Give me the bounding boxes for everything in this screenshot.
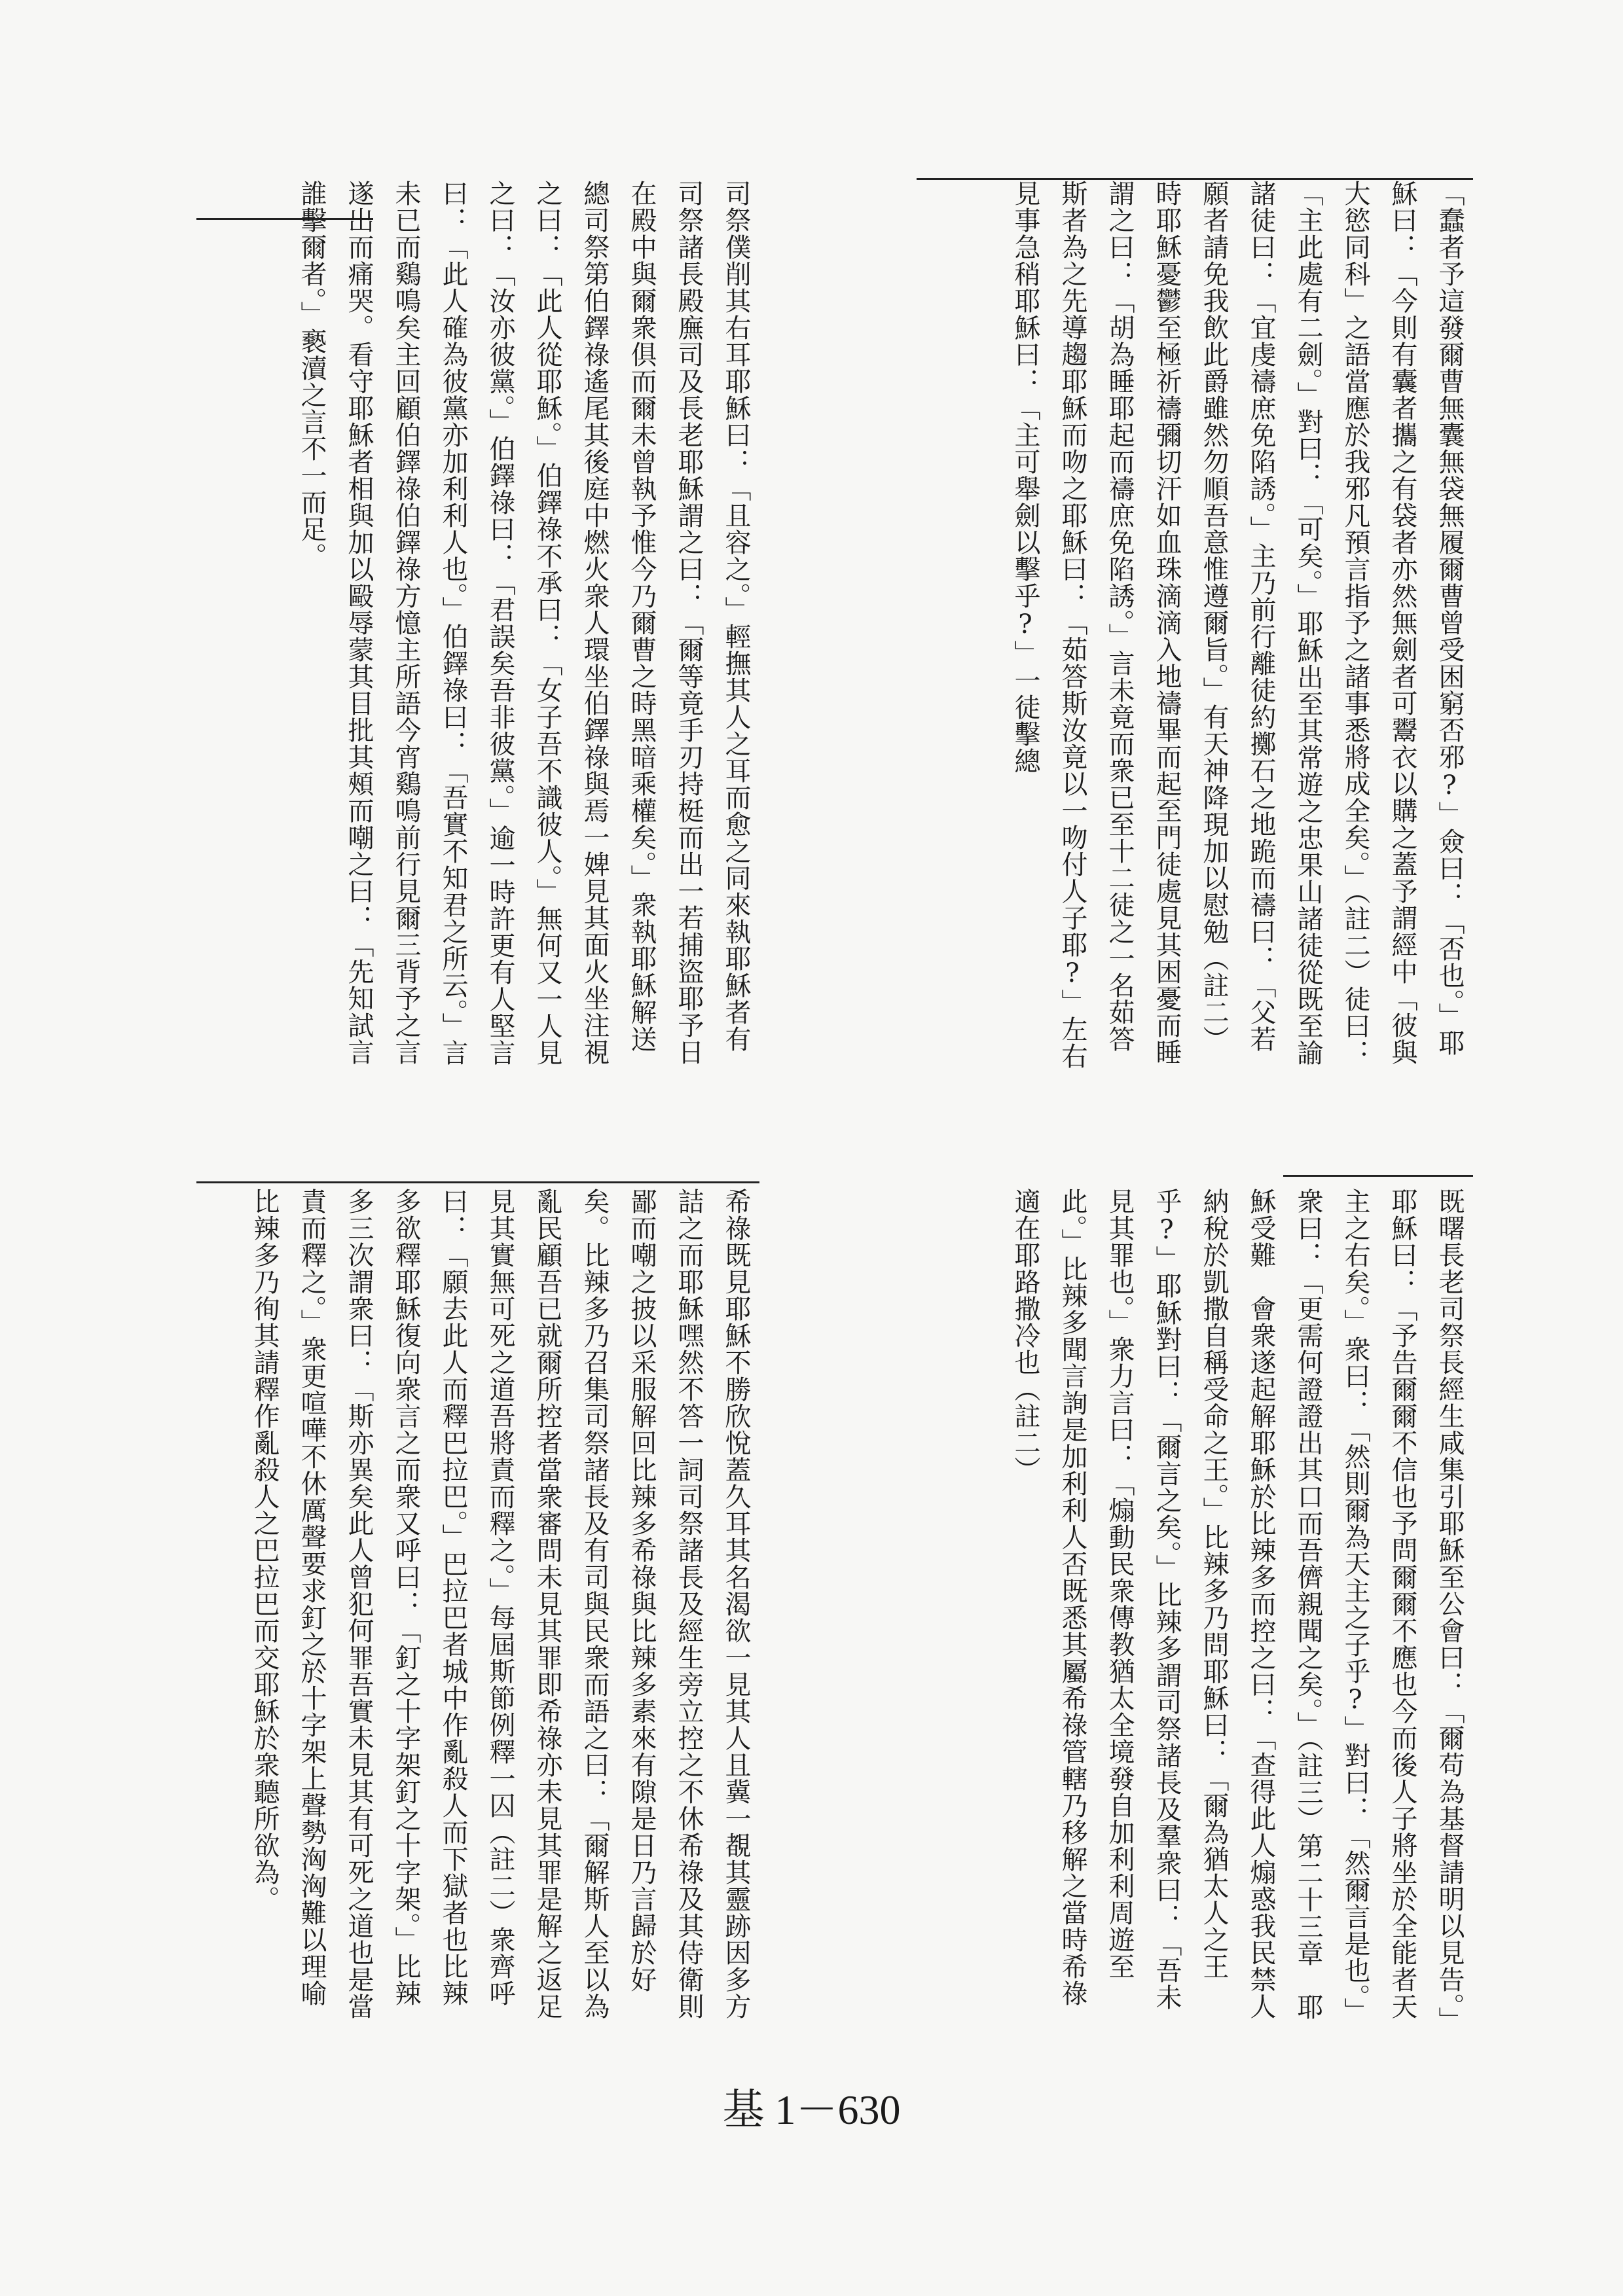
- top-left-text: 司祭僕削其右耳耶穌曰：「且容之。」輕撫其人之耳而愈之同來執耶穌者有司祭諸長殿廡司及長老耶穌謂之曰：「爾等竟手刃持梃而出一若捕盜耶予日在殿中與爾衆俱而爾未曾執予惟今乃爾曹之時黑暗乘權矣。」衆執耶穌解送總司祭第伯鐸祿遙尾其後庭中燃火衆人環坐伯鐸祿與焉一婢見其面火坐注視之曰：「此人從耶穌。」伯鐸祿不承曰：「女子吾不識彼人。」無何又一人見之曰：「汝亦彼黨。」伯鐸祿曰：「君誤矣吾非彼黨。」逾一時許更有人堅言曰：「此人確為彼黨亦加利利人也。」伯鐸祿曰：「吾實不知君之所云。」言未已而鷄鳴矣主回顧伯鐸祿伯鐸祿方憶主所語今宵鷄鳴前行見爾三背予之言遂出而痛哭。看守耶穌者相與加以毆辱蒙其目批其頰而嘲之曰：「先知試言誰擊爾者。」褻瀆之言不一而足。: [297, 180, 751, 1066]
- page-number: 基 1－630: [722, 2087, 901, 2133]
- bottom-right-text-block: [910, 1188, 1473, 2029]
- bottom-left-rule: [196, 1181, 759, 1183]
- top-left-text-block: [196, 180, 759, 1077]
- bottom-left-text-block: [196, 1188, 759, 2032]
- top-right-text: 「蠢者予這發爾曹無囊無袋無履爾曹曾受困窮否邪?」僉曰：「否也。」耶穌曰：「今則有囊者攜之有袋者亦然無劍者可鬻衣以購之蓋予謂經中「彼與大慾同科」之語當應於我邪凡預言指予之諸事悉將成全矣。」（註二）徒曰：「主此處有二劍。」對曰：「可矣。」耶穌出至其常遊之忠果山諸徒從既至諭諸徒曰：「宜虔禱庶免陷誘。」主乃前行離徒約擲石之地跪而禱曰：「父若願者請免我飲此爵雖然勿順吾意惟遵爾旨。」有天神降現加以慰勉（註二）時耶穌憂鬱至極祈禱彌切汗如血珠滴滴入地禱畢而起至門徒處見其困憂而睡謂之曰：「胡為睡耶起而禱庶免陷誘。」言未竟而衆已至十二徒之一名茹答斯者為之先導趨耶穌而吻之耶穌曰：「茹答斯汝竟以一吻付人子耶?」左右見事急稍耶穌曰：「主可舉劍以擊乎?」一徒擊總: [1010, 180, 1465, 1069]
- bottom-right-text: 既曙長老司祭長經生咸集引耶穌至公會曰：「爾苟為基督請明以見告。」耶穌曰：「予告爾爾不信也予問爾爾不應也今而後人子將坐於全能者天主之右矣。」衆曰：「然則爾為天主之子乎?」對曰：「然爾言是也。」衆曰：「更需何證證出其口而吾儕親聞之矣。」（註三）第二十三章 耶穌受難 會衆遂起解耶穌於比辣多而控之曰：「查得此人煽惑我民禁人納稅於凱撒自稱受命之王。」比辣多乃問耶穌曰：「爾為猶太人之王乎?」耶穌對曰：「爾言之矣。」比辣多謂司祭諸長及羣衆曰：「吾未見其罪也。」衆力言曰：「煽動民衆傳教猶太全境發自加利利周遊至此。」比辣多聞言詢是加利利人否既悉其屬希祿管轄乃移解之當時希祿適在耶路撒冷也（註二）: [1010, 1188, 1465, 2024]
- top-right-text-block: [910, 180, 1473, 1077]
- bottom-right-rule: [1283, 1175, 1473, 1177]
- bottom-left-text: 希祿既見耶穌不勝欣悅蓋久耳其名渴欲一見其人且冀一覩其靈跡因多方詰之而耶穌嘿然不答一詞司祭諸長及經生旁立控之不休希祿及其侍衛則鄙而嘲之披以采服解回比辣多希祿與比辣多素來有隙是日乃言歸於好矣。比辣多乃召集司祭諸長及有司與民衆而語之曰：「爾解斯人至以為亂民顧吾已就爾所控者當衆審問未見其罪即希祿亦未見其罪是解之返足見其實無可死之道吾將責而釋之。」每屆斯節例釋一囚（註二）衆齊呼曰：「願去此人而釋巴拉巴。」巴拉巴者城中作亂殺人而下獄者也比辣多欲釋耶穌復向衆言之而衆又呼曰：「釘之十字架釘之十字架。」比辣多三次謂衆曰：「斯亦異矣此人曾犯何罪吾實未見其有可死之道也是當責而釋之。」衆更喧嘩不休厲聲要求釘之於十字架上聲勢洶洶難以理喻比辣多乃徇其請釋作亂殺人之巴拉巴而交耶穌於衆聽所欲為。: [249, 1188, 751, 2020]
